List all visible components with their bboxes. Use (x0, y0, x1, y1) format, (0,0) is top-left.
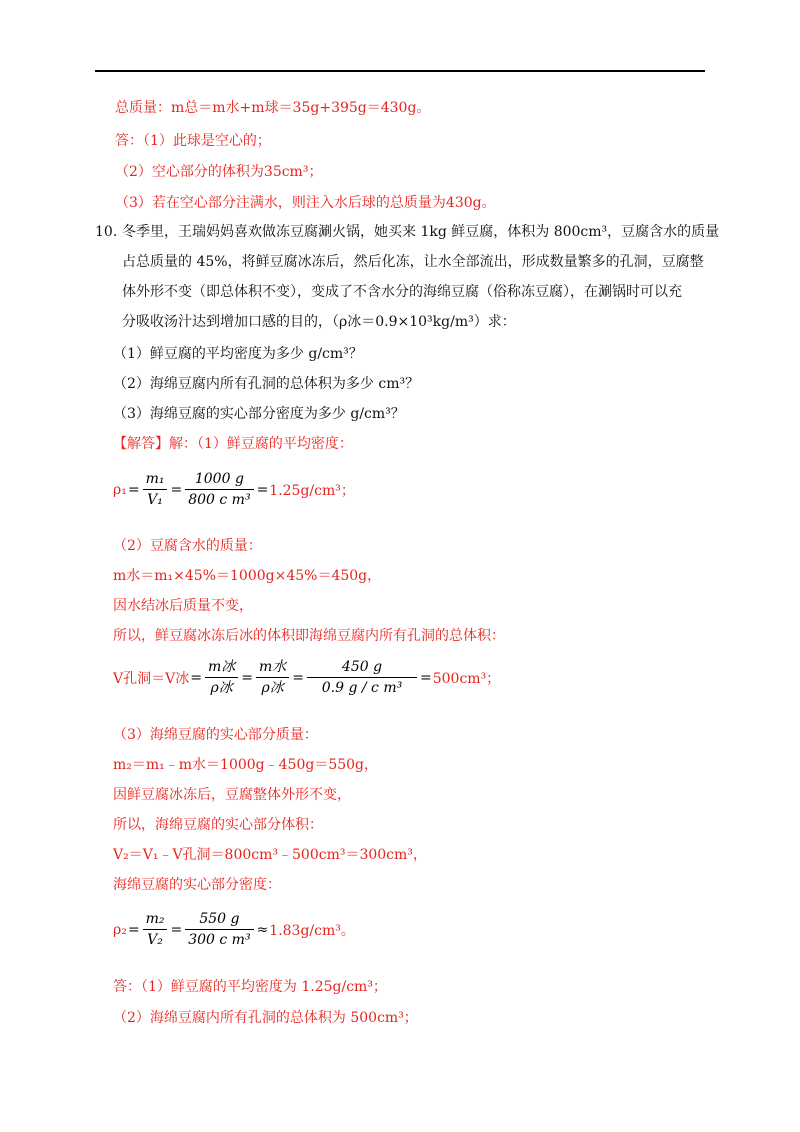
formula-3-result: 1.83g/cm³。 (269, 922, 355, 939)
formula-1-result: 1.25g/cm³； (269, 482, 355, 499)
question-text-line-4: 分吸收汤汁达到增加口感的目的，（ρ冰＝0.9×10³kg/m³）求： (122, 314, 516, 330)
formula-2-result: 500cm³； (432, 670, 501, 687)
formula-2-num-3: 450 g (307, 658, 417, 678)
formula-1-num-1: m₁ (143, 470, 168, 490)
formula-3-den-1: V₂ (147, 932, 163, 948)
question-text-line-2: 占总质量的 45%，将鲜豆腐冰冻后，然后化冻，让水全部流出，形成数量繁多的孔洞，豆腐整 (122, 254, 704, 270)
formula-2-den-2: ρ冰 (261, 680, 284, 696)
formula-1-fraction-symbolic (143, 470, 168, 509)
prev-answer-1: 答：（1）此球是空心的； (115, 133, 271, 149)
question-text-line-3: 体外形不变（即总体积不变），变成了不含水分的海绵豆腐（俗称冻豆腐），在涮锅时可以充 (122, 284, 682, 300)
formula-3-fraction-symbolic (143, 910, 168, 949)
sub-question-2: （2）海绵豆腐内所有孔洞的总体积为多少 cm³？ (113, 376, 420, 392)
formula-2-fraction-2 (256, 658, 289, 697)
sub-question-1: （1）鲜豆腐的平均密度为多少 g/cm³？ (113, 346, 363, 362)
solution-intro: 解：（1）鲜豆腐的平均密度： (169, 436, 353, 452)
header-rule (95, 70, 705, 72)
step-3-title: （3）海绵豆腐的实心部分质量： (113, 727, 318, 743)
sub-question-3: （3）海绵豆腐的实心部分密度为多少 g/cm³？ (113, 406, 405, 422)
step-3-reason: 因鲜豆腐冰冻后，豆腐整体外形不变， (113, 787, 351, 803)
formula-density-1: ρ₁ = $\frac{\text{m₁}}{\text{V₁}}$ = $\frac{1000 g}{\text{800 c m³}}$ = 1.25g/cm³； (113, 471, 355, 508)
step-3-volume-intro: 所以，海绵豆腐的实心部分体积： (113, 817, 323, 833)
formula-2-lhs: V孔洞＝V冰 (113, 670, 190, 687)
formula-1-num-2: 1000 g (185, 470, 253, 490)
final-answer-1: 答：（1）鲜豆腐的平均密度为 1.25g/cm³； (113, 979, 387, 995)
step-3-solid-mass: m₂＝m₁﹣m水＝1000g﹣450g＝550g， (113, 757, 379, 773)
formula-2-den-3: 0.9 g / c m³ (321, 680, 403, 696)
formula-density-2: ρ₂ = $\frac{\text{m₂}}{\text{V₂}}$ = $\frac{550 g}{\text{300 c m³}}$ ≈ 1.83g/cm³。 (113, 911, 355, 948)
formula-1-den-1: V₁ (147, 492, 163, 508)
question-number: 10. (95, 224, 118, 240)
prev-answer-3: （3）若在空心部分注满水，则注入水后球的总质量为430g。 (115, 195, 496, 211)
formula-3-lhs: ρ₂ (113, 921, 127, 938)
formula-3-fraction-numeric (185, 910, 253, 949)
step-2-conclusion: 所以，鲜豆腐冰冻后冰的体积即海绵豆腐内所有孔洞的总体积： (113, 628, 505, 644)
prev-answer-2: （2）空心部分的体积为35cm³； (115, 164, 323, 180)
step-3-solid-volume: V₂＝V₁﹣V孔洞＝800cm³﹣500cm³＝300cm³， (113, 847, 427, 863)
formula-2-den-1: ρ冰 (210, 680, 233, 696)
formula-3-den-2: 300 c m³ (188, 932, 251, 948)
question-text-line-1: 冬季里，王瑞妈妈喜欢做冻豆腐涮火锅，她买来 1kg 鲜豆腐，体积为 800cm³，豆腐含水的质量 (122, 224, 720, 240)
step-2-water-mass: m水＝m₁×45%＝1000g×45%＝450g， (113, 568, 382, 584)
step-2-reason: 因水结冰后质量不变， (113, 598, 253, 614)
formula-2-num-2: m水 (256, 658, 289, 678)
formula-1-lhs: ρ₁ (113, 481, 127, 498)
step-3-density-intro: 海绵豆腐的实心部分密度： (113, 877, 281, 893)
formula-1-fraction-numeric (185, 470, 253, 509)
formula-2-fraction-3 (307, 658, 417, 697)
prev-total-mass: 总质量：m总＝m水+m球＝35g+395g＝430g。 (115, 100, 431, 116)
formula-2-fraction-1 (205, 658, 238, 697)
step-2-title: （2）豆腐含水的质量： (113, 538, 262, 554)
formula-3-num-2: 550 g (185, 910, 253, 930)
solution-block (113, 434, 353, 454)
formula-3-num-1: m₂ (143, 910, 168, 930)
formula-1-den-2: 800 c m³ (188, 492, 251, 508)
solution-tag: 【解答】 (113, 436, 169, 452)
formula-2-num-1: m冰 (205, 658, 238, 678)
formula-hole-volume: V孔洞＝V冰 = $\frac{\text{m冰}}{\text{ρ冰}}$ = $\frac{\text{m水}}{\text{ρ冰}}$ = $\frac{450 g}{\text{0.9 g / c m³}}$ = 500cm³； (113, 659, 501, 696)
final-answer-2: （2）海绵豆腐内所有孔洞的总体积为 500cm³； (113, 1010, 418, 1026)
